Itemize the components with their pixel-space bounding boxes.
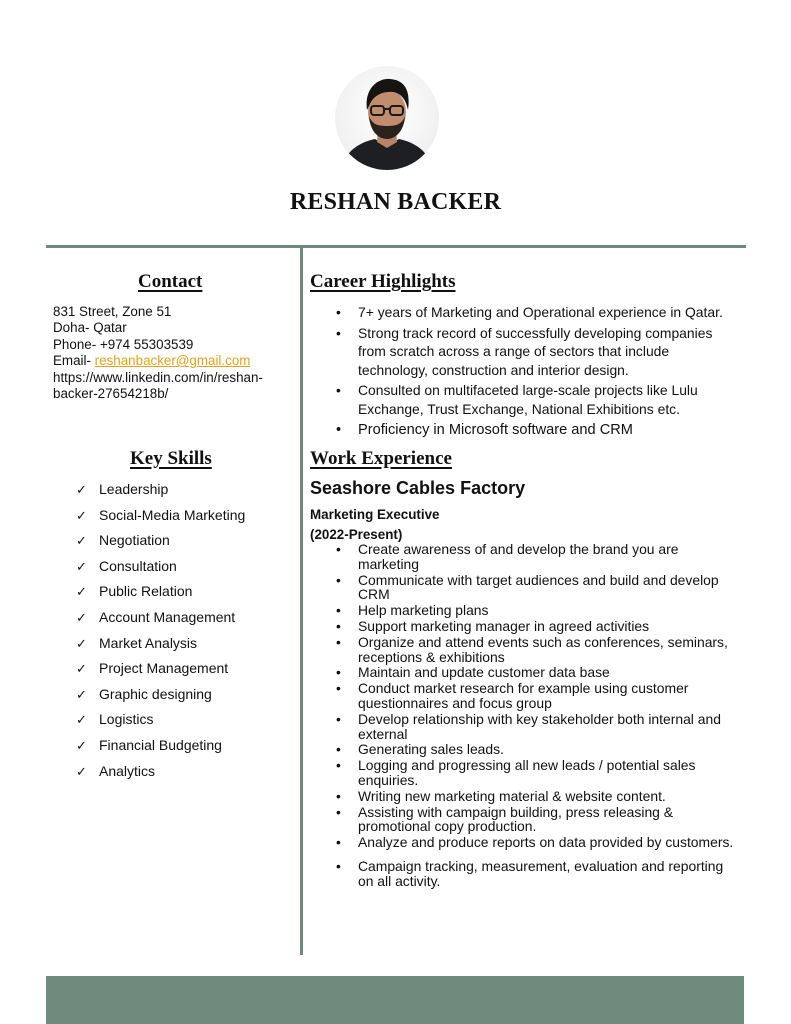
checkmark-icon: ✓ bbox=[76, 558, 87, 574]
skill-item: ✓ Leadership bbox=[76, 478, 245, 504]
job-role: Marketing Executive bbox=[310, 507, 440, 522]
skill-item: ✓ Negotiation bbox=[76, 529, 245, 555]
checkmark-icon: ✓ bbox=[76, 635, 87, 651]
duty-item: • Communicate with target audiences and build and develop CRM bbox=[312, 573, 742, 603]
duty-item: • Support marketing manager in agreed activities bbox=[312, 619, 742, 634]
email-label: Email- bbox=[53, 353, 95, 369]
highlight-item: • Consulted on multifaceted large-scale projects like Lulu Exchange, Trust Exchange, National Exhibitions etc. bbox=[312, 381, 742, 418]
linkedin-line-2[interactable]: backer-27654218b/ bbox=[53, 386, 169, 402]
duty-item: • Maintain and update customer data base bbox=[312, 665, 742, 680]
checkmark-icon: ✓ bbox=[76, 737, 87, 753]
contact-heading: Contact bbox=[138, 271, 203, 292]
address-line-2: Doha- Qatar bbox=[53, 320, 127, 336]
skill-item: ✓ Logistics bbox=[76, 708, 245, 734]
checkmark-icon: ✓ bbox=[76, 584, 87, 600]
highlight-item: • Proficiency in Microsoft software and CRM bbox=[312, 421, 742, 439]
duty-item: • Analyze and produce reports on data provided by customers. bbox=[312, 835, 742, 850]
candidate-name: RESHAN BACKER bbox=[289, 189, 502, 215]
phone-number: Phone- +974 55303539 bbox=[53, 336, 194, 352]
duty-item: • Help marketing plans bbox=[312, 603, 742, 618]
header-divider bbox=[46, 245, 746, 248]
footer-bar bbox=[46, 976, 744, 1024]
job-period: (2022-Present) bbox=[310, 527, 403, 542]
checkmark-icon: ✓ bbox=[76, 507, 87, 523]
checkmark-icon: ✓ bbox=[76, 763, 87, 779]
highlight-item: • 7+ years of Marketing and Operational experience in Qatar. bbox=[312, 303, 742, 321]
career-highlights-heading: Career Highlights bbox=[310, 271, 456, 292]
checkmark-icon: ✓ bbox=[76, 661, 87, 677]
duty-item: • Develop relationship with key stakeholder both internal and external bbox=[312, 712, 742, 742]
column-divider bbox=[300, 247, 303, 955]
portrait-illustration bbox=[335, 66, 439, 170]
checkmark-icon: ✓ bbox=[76, 609, 87, 625]
key-skills-list bbox=[76, 478, 245, 785]
key-skills-heading: Key Skills bbox=[130, 448, 212, 469]
work-experience-heading: Work Experience bbox=[310, 448, 452, 469]
address-line-1: 831 Street, Zone 51 bbox=[53, 304, 172, 319]
duty-item: • Organize and attend events such as conferences, seminars, receptions & exhibitions bbox=[312, 635, 742, 665]
career-highlights-list bbox=[312, 303, 742, 441]
profile-photo bbox=[335, 66, 439, 170]
duty-item: • Create awareness of and develop the brand you are marketing bbox=[312, 542, 742, 572]
linkedin-line-1[interactable]: https://www.linkedin.com/in/reshan- bbox=[53, 369, 263, 385]
skill-item: ✓ Graphic designing bbox=[76, 683, 245, 709]
duty-item: • Assisting with campaign building, press releasing & promotional copy production. bbox=[312, 805, 742, 835]
highlight-item: • Strong track record of successfully developing companies from scratch across a range of sectors that include technology, construction and interior design. bbox=[312, 324, 742, 379]
checkmark-icon: ✓ bbox=[76, 686, 87, 702]
duty-item: • Writing new marketing material & website content. bbox=[312, 789, 742, 804]
duty-item: • Generating sales leads. bbox=[312, 742, 742, 757]
email-link[interactable]: reshanbacker@gmail.com bbox=[94, 353, 251, 369]
skill-item: ✓ Project Management bbox=[76, 657, 245, 683]
skill-item: ✓ Analytics bbox=[76, 760, 245, 786]
checkmark-icon: ✓ bbox=[76, 712, 87, 728]
skill-item: ✓ Social-Media Marketing bbox=[76, 504, 245, 530]
skill-item: ✓ Public Relation bbox=[76, 580, 245, 606]
skill-item: ✓ Consultation bbox=[76, 555, 245, 581]
skill-item: ✓ Account Management bbox=[76, 606, 245, 632]
contact-details bbox=[53, 304, 283, 402]
email-row bbox=[53, 353, 283, 369]
duty-item: • Logging and progressing all new leads / potential sales enquiries. bbox=[312, 758, 742, 788]
duty-item: • Campaign tracking, measurement, evaluation and reporting on all activity. bbox=[312, 859, 742, 889]
skill-item: ✓ Financial Budgeting bbox=[76, 734, 245, 760]
duty-item: • Conduct market research for example using customer questionnaires and focus group bbox=[312, 681, 742, 711]
checkmark-icon: ✓ bbox=[76, 482, 87, 497]
checkmark-icon: ✓ bbox=[76, 533, 87, 549]
skill-item: ✓ Market Analysis bbox=[76, 632, 245, 658]
company-name: Seashore Cables Factory bbox=[310, 478, 526, 498]
job-duties-list bbox=[312, 542, 742, 890]
